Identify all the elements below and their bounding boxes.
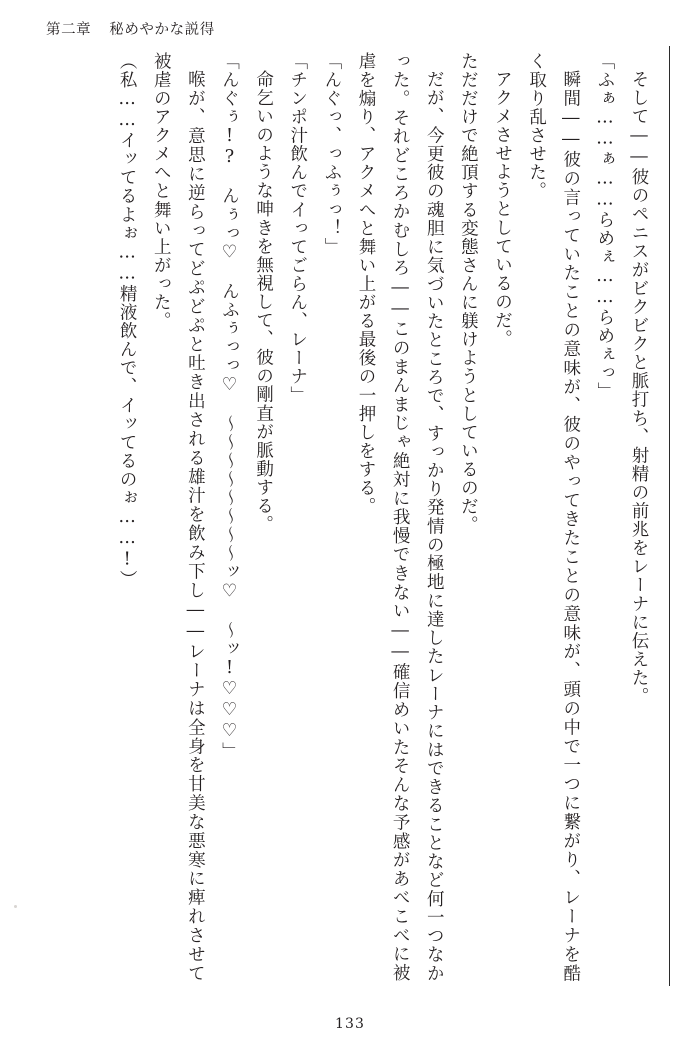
paragraph: ただだけで絶頂する変態さんに躾けようとしているのだ。 xyxy=(458,52,479,535)
paragraph: 「んぐぅ!? んぅっ♡ んふぅっっ♡ ～～～～～～～～ッ♡ ～ッ!♡♡♡」 xyxy=(219,52,240,761)
paragraph: 瞬間――彼の言っていたことの意味が、彼のやってきたことの意味が、頭の中で一つに繋がり、レーナを酷く取り乱させた。 xyxy=(526,52,581,982)
scan-speck xyxy=(14,905,17,908)
paragraph: 「んぐっ、っふぅっ！」 xyxy=(321,52,342,257)
page-number: 133 xyxy=(334,1016,366,1032)
paragraph: 「ふぁ……ぁ……らめぇ……らめぇっ」 xyxy=(594,52,615,401)
paragraph: （私……イッてるよぉ……精液飲んで、イッてるのぉ……!） xyxy=(117,52,138,589)
running-head xyxy=(46,18,215,39)
paragraph: そして――彼のペニスがビクビクと脈打ち、射精の前兆をレーナに伝えた。 xyxy=(629,69,649,706)
paragraph: 「チンポ汁飲んでイってごらん、レーナ」 xyxy=(287,52,308,405)
body-text xyxy=(44,52,656,982)
paragraph: 喉が、意思に逆らってどぷどぷと吐き出される雄汁を飲み下し――レーナは全身を甘美な悪寒に痺れさせて被虐のアクメへと舞い上がった。 xyxy=(151,52,206,982)
margin-rule xyxy=(669,46,670,986)
paragraph: だが、今更彼の魂胆に気づいたところで、すっかり発情の極地に達したレーナにはできることなど何一つなかった。それどころかむしろ――このまんまじゃ絶対に我慢できない――確信めいたそんな予感があべこべに被虐を煽り、アクメへと舞い上がる最後の一押しをする。 xyxy=(356,52,445,982)
chapter-number: 第二章 xyxy=(46,22,92,38)
paragraph: アクメさせようとしているのだ。 xyxy=(492,69,513,348)
paragraph: 命乞いのような呻きを無視して、彼の剛直が脈動する。 xyxy=(253,69,274,534)
chapter-title: 秘めやかな説得 xyxy=(109,22,215,38)
